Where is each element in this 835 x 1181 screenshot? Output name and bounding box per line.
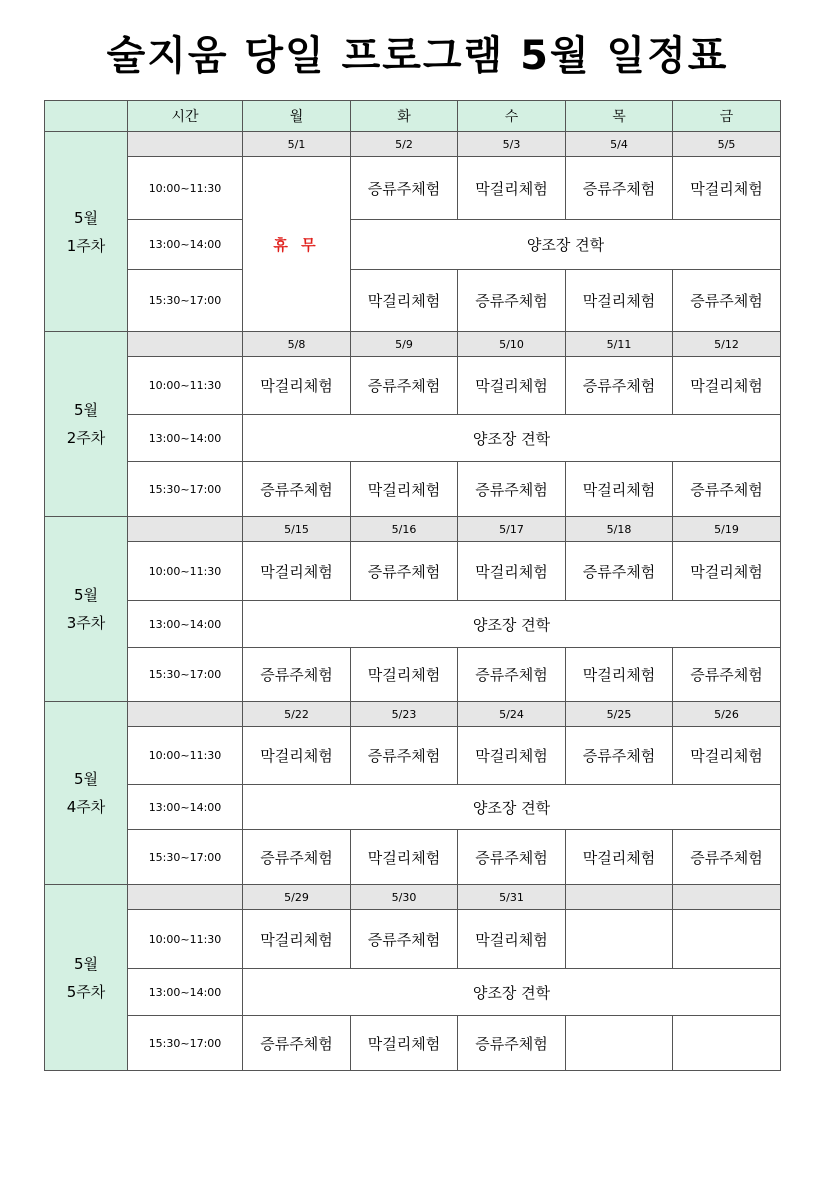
header-day-tue: 화 bbox=[351, 101, 458, 132]
week-label bbox=[45, 885, 128, 1071]
week-number: 1주차 bbox=[66, 236, 106, 255]
midday-row bbox=[45, 415, 781, 462]
date-cell: 5/18 bbox=[566, 517, 673, 542]
program-cell: 막걸리체험 bbox=[458, 727, 566, 785]
date-cell: 5/2 bbox=[351, 132, 458, 157]
program-cell: 증류주체험 bbox=[458, 830, 566, 885]
program-cell: 막걸리체험 bbox=[243, 910, 351, 969]
date-cell: 5/12 bbox=[673, 332, 781, 357]
midday-row bbox=[45, 785, 781, 830]
program-cell: 막걸리체험 bbox=[566, 648, 673, 702]
date-cell: 5/9 bbox=[351, 332, 458, 357]
program-cell: 막걸리체험 bbox=[351, 648, 458, 702]
time-slot: 15:30~17:00 bbox=[128, 830, 243, 885]
date-cell: 5/29 bbox=[243, 885, 351, 910]
program-cell: 증류주체험 bbox=[458, 1016, 566, 1071]
time-slot: 13:00~14:00 bbox=[128, 969, 243, 1016]
program-cell: 막걸리체험 bbox=[673, 357, 781, 415]
program-cell: 증류주체험 bbox=[351, 542, 458, 601]
tour-cell: 양조장 견학 bbox=[243, 415, 781, 462]
program-cell: 막걸리체험 bbox=[243, 357, 351, 415]
program-cell: 막걸리체험 bbox=[673, 157, 781, 220]
date-blank bbox=[128, 517, 243, 542]
program-cell: 막걸리체험 bbox=[458, 157, 566, 220]
week-label bbox=[45, 332, 128, 517]
week-month: 5월 bbox=[73, 770, 99, 788]
program-cell: 막걸리체험 bbox=[351, 462, 458, 517]
date-row bbox=[45, 702, 781, 727]
afternoon-row bbox=[45, 462, 781, 517]
date-cell: 5/25 bbox=[566, 702, 673, 727]
week-number: 2주차 bbox=[66, 429, 106, 447]
program-cell: 증류주체험 bbox=[566, 542, 673, 601]
morning-row bbox=[45, 157, 781, 220]
date-cell: 5/23 bbox=[351, 702, 458, 727]
time-slot: 10:00~11:30 bbox=[128, 357, 243, 415]
time-slot: 13:00~14:00 bbox=[128, 220, 243, 270]
program-cell: 막걸리체험 bbox=[351, 1016, 458, 1071]
program-cell: 증류주체험 bbox=[673, 648, 781, 702]
header-day-fri: 금 bbox=[673, 101, 781, 132]
schedule-table bbox=[44, 100, 781, 1071]
program-cell: 증류주체험 bbox=[243, 1016, 351, 1071]
header-day-wed: 수 bbox=[458, 101, 566, 132]
program-cell: 막걸리체험 bbox=[566, 270, 673, 332]
week-label bbox=[45, 702, 128, 885]
header-corner bbox=[45, 101, 128, 132]
program-cell: 막걸리체험 bbox=[458, 542, 566, 601]
week-month: 5월 bbox=[73, 954, 99, 973]
program-cell: 증류주체험 bbox=[566, 157, 673, 220]
program-cell: 증류주체험 bbox=[351, 357, 458, 415]
time-slot: 13:00~14:00 bbox=[128, 785, 243, 830]
tour-cell: 양조장 견학 bbox=[243, 601, 781, 648]
date-cell: 5/4 bbox=[566, 132, 673, 157]
afternoon-row bbox=[45, 830, 781, 885]
program-cell bbox=[673, 1016, 781, 1071]
header-day-mon: 월 bbox=[243, 101, 351, 132]
afternoon-row bbox=[45, 1016, 781, 1071]
header-row bbox=[45, 101, 781, 132]
date-cell: 5/26 bbox=[673, 702, 781, 727]
week-label bbox=[45, 132, 128, 332]
time-slot: 13:00~14:00 bbox=[128, 415, 243, 462]
date-cell: 5/17 bbox=[458, 517, 566, 542]
date-row bbox=[45, 332, 781, 357]
date-cell: 5/15 bbox=[243, 517, 351, 542]
midday-row bbox=[45, 969, 781, 1016]
program-cell: 증류주체험 bbox=[458, 462, 566, 517]
header-day-thu: 목 bbox=[566, 101, 673, 132]
date-blank bbox=[128, 885, 243, 910]
date-row bbox=[45, 132, 781, 157]
date-blank bbox=[128, 702, 243, 727]
time-slot: 15:30~17:00 bbox=[128, 1016, 243, 1071]
program-cell: 막걸리체험 bbox=[458, 910, 566, 969]
tour-cell: 양조장 견학 bbox=[243, 969, 781, 1016]
holiday-cell: 휴 무 bbox=[243, 157, 351, 332]
date-cell: 5/8 bbox=[243, 332, 351, 357]
date-cell bbox=[673, 885, 781, 910]
time-slot: 15:30~17:00 bbox=[128, 462, 243, 517]
program-cell bbox=[566, 910, 673, 969]
date-cell: 5/24 bbox=[458, 702, 566, 727]
date-row bbox=[45, 885, 781, 910]
program-cell: 증류주체험 bbox=[243, 830, 351, 885]
time-slot: 13:00~14:00 bbox=[128, 601, 243, 648]
date-cell: 5/11 bbox=[566, 332, 673, 357]
week-number: 3주차 bbox=[66, 614, 106, 632]
program-cell: 증류주체험 bbox=[351, 910, 458, 969]
program-cell bbox=[673, 910, 781, 969]
program-cell: 증류주체험 bbox=[243, 648, 351, 702]
week-month: 5월 bbox=[73, 586, 99, 604]
afternoon-row bbox=[45, 648, 781, 702]
midday-row bbox=[45, 220, 781, 270]
program-cell: 증류주체험 bbox=[673, 270, 781, 332]
program-cell: 막걸리체험 bbox=[458, 357, 566, 415]
date-cell: 5/1 bbox=[243, 132, 351, 157]
date-cell: 5/22 bbox=[243, 702, 351, 727]
morning-row bbox=[45, 910, 781, 969]
program-cell: 막걸리체험 bbox=[243, 542, 351, 601]
time-slot: 10:00~11:30 bbox=[128, 157, 243, 220]
morning-row bbox=[45, 357, 781, 415]
time-slot: 15:30~17:00 bbox=[128, 270, 243, 332]
program-cell: 증류주체험 bbox=[243, 462, 351, 517]
week-number: 4주차 bbox=[66, 798, 106, 816]
header-time: 시간 bbox=[128, 101, 243, 132]
date-blank bbox=[128, 332, 243, 357]
program-cell: 막걸리체험 bbox=[673, 542, 781, 601]
morning-row bbox=[45, 542, 781, 601]
week-month: 5월 bbox=[73, 208, 99, 227]
program-cell: 증류주체험 bbox=[458, 270, 566, 332]
date-cell bbox=[566, 885, 673, 910]
date-cell: 5/16 bbox=[351, 517, 458, 542]
week-label bbox=[45, 517, 128, 702]
date-cell: 5/31 bbox=[458, 885, 566, 910]
program-cell: 증류주체험 bbox=[351, 157, 458, 220]
date-row bbox=[45, 517, 781, 542]
time-slot: 10:00~11:30 bbox=[128, 910, 243, 969]
tour-cell: 양조장 견학 bbox=[243, 785, 781, 830]
program-cell: 막걸리체험 bbox=[673, 727, 781, 785]
tour-cell: 양조장 견학 bbox=[351, 220, 781, 270]
program-cell: 막걸리체험 bbox=[566, 462, 673, 517]
program-cell: 막걸리체험 bbox=[351, 270, 458, 332]
program-cell: 증류주체험 bbox=[458, 648, 566, 702]
morning-row bbox=[45, 727, 781, 785]
time-slot: 10:00~11:30 bbox=[128, 727, 243, 785]
time-slot: 10:00~11:30 bbox=[128, 542, 243, 601]
schedule-body bbox=[45, 132, 781, 1071]
program-cell: 막걸리체험 bbox=[243, 727, 351, 785]
date-cell: 5/3 bbox=[458, 132, 566, 157]
program-cell: 증류주체험 bbox=[673, 830, 781, 885]
week-month: 5월 bbox=[73, 401, 99, 419]
program-cell: 막걸리체험 bbox=[351, 830, 458, 885]
program-cell: 증류주체험 bbox=[351, 727, 458, 785]
page-title: 술지움 당일 프로그램 5월 일정표 bbox=[106, 33, 729, 79]
date-cell: 5/19 bbox=[673, 517, 781, 542]
time-slot: 15:30~17:00 bbox=[128, 648, 243, 702]
program-cell: 증류주체험 bbox=[566, 727, 673, 785]
date-cell: 5/30 bbox=[351, 885, 458, 910]
afternoon-row bbox=[45, 270, 781, 332]
midday-row bbox=[45, 601, 781, 648]
week-number: 5주차 bbox=[66, 982, 106, 1001]
program-cell bbox=[566, 1016, 673, 1071]
program-cell: 막걸리체험 bbox=[566, 830, 673, 885]
date-blank bbox=[128, 132, 243, 157]
date-cell: 5/10 bbox=[458, 332, 566, 357]
program-cell: 증류주체험 bbox=[673, 462, 781, 517]
date-cell: 5/5 bbox=[673, 132, 781, 157]
program-cell: 증류주체험 bbox=[566, 357, 673, 415]
